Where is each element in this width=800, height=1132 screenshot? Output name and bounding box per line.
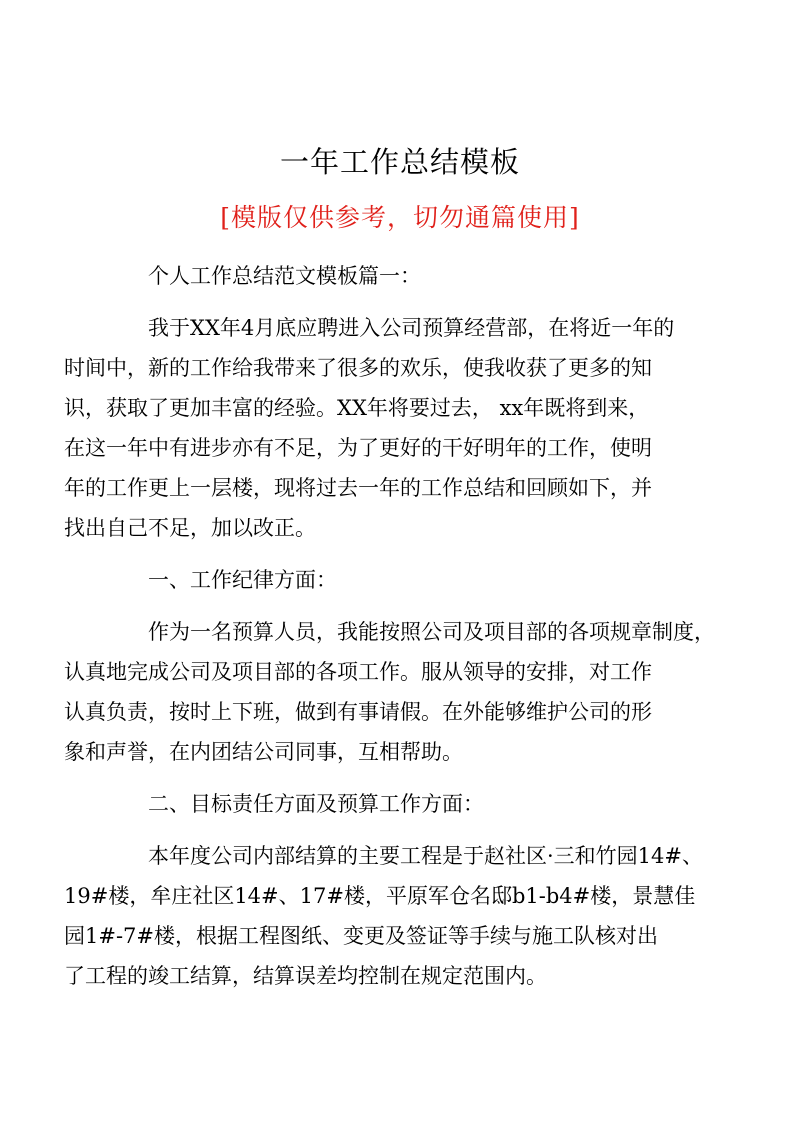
text-line: 认真负责，按时上下班，做到有事请假。在外能够维护公司的形 xyxy=(64,700,652,724)
section-one-paragraph xyxy=(64,612,715,772)
intro-paragraph xyxy=(64,308,706,548)
text-line: 本年度公司内部结算的主要工程是于赵社区·三和竹园14#、 xyxy=(148,844,703,868)
text-line: 了工程的竣工结算，结算误差均控制在规定范围内。 xyxy=(64,964,547,988)
section-one-heading xyxy=(106,560,706,600)
text-line: 作为一名预算人员，我能按照公司及项目部的各项规章制度， xyxy=(148,620,715,644)
document-body xyxy=(64,256,715,1008)
section-intro-heading xyxy=(106,256,706,296)
section-two-heading xyxy=(106,784,706,824)
text-line: 年的工作更上一层楼，现将过去一年的工作总结和回顾如下，并 xyxy=(64,476,652,500)
text-line: 认真地完成公司及项目部的各项工作。服从领导的安排，对工作 xyxy=(64,660,652,684)
section-two-paragraph xyxy=(64,836,706,996)
text-line: 二、目标责任方面及预算工作方面： xyxy=(148,792,484,816)
text-line: 识，获取了更加丰富的经验。XX年将要过去， xx年既将到来， xyxy=(64,396,650,420)
text-line: 个人工作总结范文模板篇一： xyxy=(148,264,421,288)
document-title: 一年工作总结模板 xyxy=(279,145,520,179)
template-notice: [模版仅供参考，切勿通篇使用] xyxy=(220,203,580,232)
text-line: 我于XX年4月底应聘进入公司预算经营部，在将近一年的 xyxy=(148,316,675,340)
text-line: 找出自己不足，加以改正。 xyxy=(64,516,316,540)
text-line: 在这一年中有进步亦有不足，为了更好的干好明年的工作，使明 xyxy=(64,436,652,460)
text-line: 时间中，新的工作给我带来了很多的欢乐，使我收获了更多的知 xyxy=(64,356,652,380)
text-line: 象和声誉，在内团结公司同事，互相帮助。 xyxy=(64,740,463,764)
text-line: 园1#-7#楼，根据工程图纸、变更及签证等手续与施工队核对出 xyxy=(64,924,659,948)
text-line: 19#楼，牟庄社区14#、17#楼，平原军仓名邸b1-b4#楼，景慧佳 xyxy=(64,884,696,908)
text-line: 一、工作纪律方面： xyxy=(148,568,337,592)
